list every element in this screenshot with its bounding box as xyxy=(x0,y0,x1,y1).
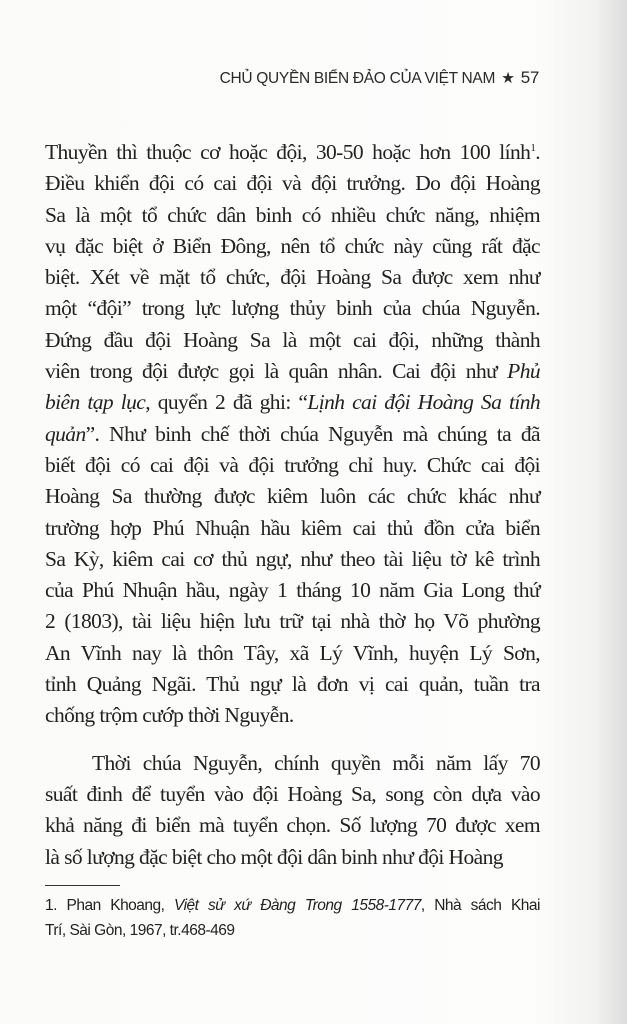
text-line xyxy=(45,842,540,873)
text-line xyxy=(45,200,540,231)
running-header xyxy=(220,68,539,88)
text-run: Thuyền thì thuộc cơ hoặc đội, 30-50 hoặc hơn 100 lính xyxy=(45,140,531,164)
footnote-publisher: , Nhà sách Khai xyxy=(420,897,540,914)
footnote-divider xyxy=(45,885,120,886)
text-run: suất đinh để tuyển vào đội Hoàng Sa, song còn dựa vào xyxy=(45,781,540,806)
text-run: tỉnh Quảng Ngãi. Thủ ngự là đơn vị cai quản, tuần tra xyxy=(45,672,540,697)
footnote-title: Việt sử xứ Đàng Trong 1558-1777 xyxy=(174,897,421,914)
text-line xyxy=(45,231,540,262)
body-text xyxy=(45,137,540,873)
text-run: Sa là một tổ chức dân binh có nhiều chức năng, nhiệm xyxy=(45,202,540,227)
text-line xyxy=(45,387,540,418)
text-run: . xyxy=(535,140,540,164)
text-line xyxy=(45,779,540,810)
footnote-ref: 1 xyxy=(530,142,536,154)
text-line xyxy=(45,356,540,387)
text-run: Đứng đầu đội Hoàng Sa là một cai đội, những thành xyxy=(45,327,540,352)
text-line xyxy=(45,810,540,841)
text-run: của Phú Nhuận hầu, ngày 1 tháng 10 năm Gia Long thứ xyxy=(45,578,540,603)
text-run: An Vĩnh nay là thôn Tây, xã Lý Vĩnh, huyện Lý Sơn, xyxy=(45,640,540,665)
text-run: viên trong đội được gọi là quân nhân. Cai đội như xyxy=(45,359,508,384)
text-line xyxy=(45,325,540,356)
footnote-line-2: Trí, Sài Gòn, 1967, tr.468-469 xyxy=(45,922,235,939)
page-number: 57 xyxy=(520,68,539,87)
text-run: , quyển 2 đã ghi: “ xyxy=(145,390,308,415)
text-run: vụ đặc biệt ở Biển Đông, nên tổ chức này cũng rất đặc xyxy=(45,233,540,258)
text-line xyxy=(45,137,540,168)
text-line xyxy=(45,481,540,512)
text-line xyxy=(45,606,540,637)
text-run: Thời chúa Nguyễn, chính quyền mỗi năm lấy 70 xyxy=(92,750,540,775)
text-run: ”. Như binh chế thời chúa Nguyễn mà chúng ta đã xyxy=(85,421,540,446)
text-run: là số lượng đặc biệt cho một đội dân binh như đội Hoàng xyxy=(45,844,503,869)
footnote xyxy=(45,893,540,943)
text-line xyxy=(45,168,540,199)
text-line xyxy=(45,262,540,293)
italic-text: Lịnh cai đội Hoàng Sa tính xyxy=(307,390,540,415)
italic-text: Phủ xyxy=(507,359,540,384)
text-line xyxy=(45,450,540,481)
text-line xyxy=(45,575,540,606)
italic-text: biên tạp lục xyxy=(45,390,146,415)
text-line xyxy=(45,638,540,669)
text-line xyxy=(45,748,540,779)
star-icon: ★ xyxy=(501,70,515,87)
text-line xyxy=(45,513,540,544)
text-run: Hoàng Sa thường được kiêm luôn các chức khác như xyxy=(45,484,540,509)
text-line xyxy=(45,700,540,731)
text-line xyxy=(45,544,540,575)
text-line xyxy=(45,419,540,450)
text-line xyxy=(45,669,540,700)
text-run: Sa Kỳ, kiêm cai cơ thủ ngự, như theo tài liệu tờ kê trình xyxy=(45,546,540,571)
running-title: CHỦ QUYỀN BIỂN ĐẢO CỦA VIỆT NAM xyxy=(219,70,496,87)
text-run: trường hợp Phú Nhuận hầu kiêm cai thủ đồn cửa biển xyxy=(45,515,540,540)
footnote-author: Phan Khoang, xyxy=(66,897,165,914)
text-run: biết đội có cai đội và đội trưởng chỉ huy. Chức cai đội xyxy=(45,452,540,477)
footnote-number: 1. xyxy=(45,897,57,914)
text-run: 2 (1803), tài liệu hiện lưu trữ tại nhà thờ họ Võ phường xyxy=(45,609,540,634)
italic-text: quản xyxy=(45,421,86,446)
text-run: Điều khiển đội có cai đội và đội trưởng. Do đội Hoàng xyxy=(45,171,540,196)
text-run: biệt. Xét về mặt tổ chức, đội Hoàng Sa được xem như xyxy=(45,265,540,290)
text-line xyxy=(45,293,540,324)
text-run: khả năng đi biển mà tuyển chọn. Số lượng 70 được xem xyxy=(45,813,540,838)
text-run: một “đội” trong lực lượng thủy binh của chúa Nguyễn. xyxy=(45,296,540,321)
text-run: chống trộm cướp thời Nguyễn. xyxy=(45,703,294,728)
